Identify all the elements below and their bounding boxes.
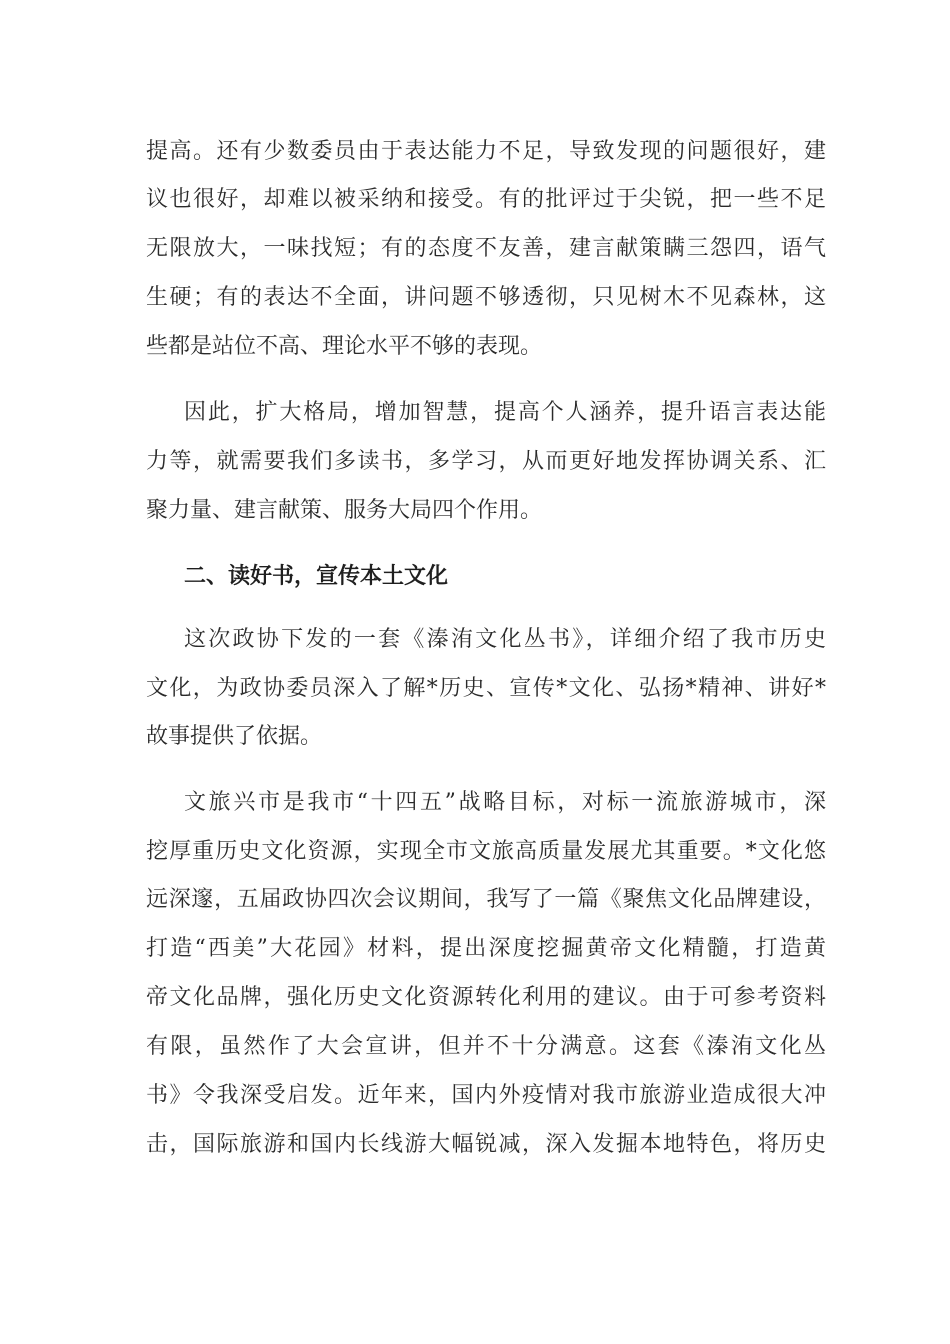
paragraph-1-line-3: 无限放大，一味找短；有的态度不友善，建言献策瞒三怨四，语气 [146, 236, 826, 261]
paragraph-2-line-2: 力等，就需要我们多读书，多学习，从而更好地发挥协调关系、汇 [146, 449, 826, 474]
section-heading: 二、读好书，宣传本土文化 [184, 563, 449, 589]
paragraph-4-line-7: 书》令我深受启发。近年来，国内外疫情对我市旅游业造成很大冲 [146, 1083, 826, 1108]
paragraph-3-line-2: 文化，为政协委员深入了解*历史、宣传*文化、弘扬*精神、讲好* [146, 676, 826, 701]
paragraph-3-line-3: 故事提供了依据。 [146, 724, 323, 749]
paragraph-4-line-4: 打造“西美”大花园》材料，提出深度挖掘黄帝文化精髓，打造黄 [146, 936, 826, 961]
paragraph-1-line-1: 提高。还有少数委员由于表达能力不足，导致发现的问题很好，建 [146, 139, 826, 164]
paragraph-4-line-8: 击，国际旅游和国内长线游大幅锐减，深入发掘本地特色，将历史 [146, 1132, 826, 1157]
paragraph-4-line-3: 远深邃，五届政协四次会议期间，我写了一篇《聚焦文化品牌建设， [146, 887, 826, 912]
paragraph-4-line-1: 文旅兴市是我市“十四五”战略目标，对标一流旅游城市，深 [184, 790, 826, 815]
paragraph-4-line-2: 挖厚重历史文化资源，实现全市文旅高质量发展尤其重要。*文化悠 [146, 839, 826, 864]
paragraph-1-line-4: 生硬；有的表达不全面，讲问题不够透彻，只见树木不见森林，这 [146, 285, 826, 310]
paragraph-3-line-1: 这次政协下发的一套《溱洧文化丛书》，详细介绍了我市历史 [184, 627, 826, 652]
paragraph-1-line-5: 些都是站位不高、理论水平不够的表现。 [146, 334, 543, 359]
paragraph-4-line-6: 有限，虽然作了大会宣讲，但并不十分满意。这套《溱洧文化丛 [146, 1034, 826, 1059]
paragraph-4-line-5: 帝文化品牌，强化历史文化资源转化利用的建议。由于可参考资料 [146, 985, 826, 1010]
paragraph-2-line-3: 聚力量、建言献策、服务大局四个作用。 [146, 498, 543, 523]
paragraph-1-line-2: 议也很好，却难以被采纳和接受。有的批评过于尖锐，把一些不足 [146, 187, 826, 212]
paragraph-2-line-1: 因此，扩大格局，增加智慧，提高个人涵养，提升语言表达能 [184, 400, 826, 425]
